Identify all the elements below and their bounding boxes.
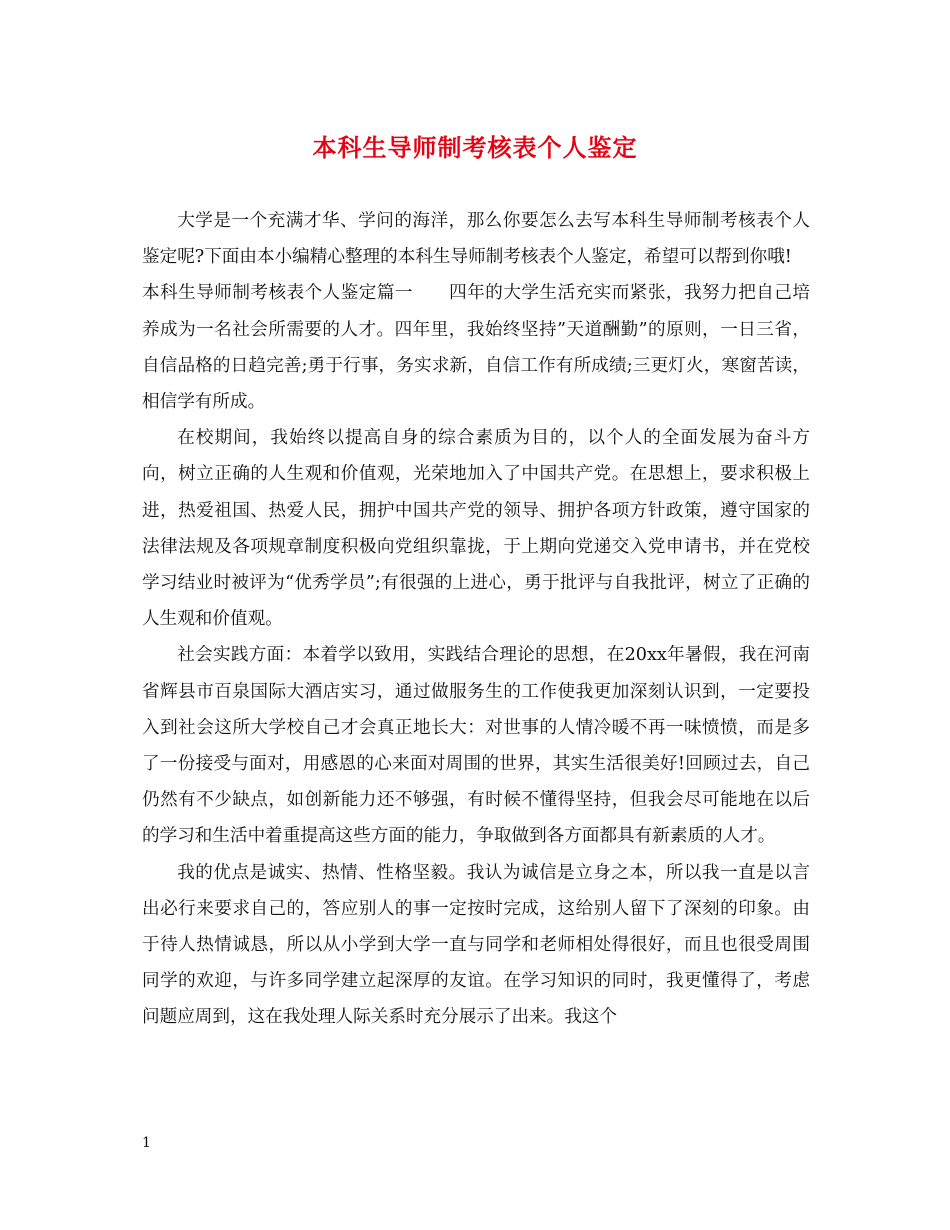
paragraph-intro: 大学是一个充满才华、学问的海洋，那么你要怎么去写本科生导师制考核表个人鉴定呢?下面由本小编精心整理的本科生导师制考核表个人鉴定，希望可以帮到你哦! [142,211,810,268]
paragraph-school-period: 在校期间，我始终以提高自身的综合素质为目的，以个人的全面发展为奋斗方向，树立正确的人生观和价值观，光荣地加入了中国共产党。在思想上，要求积极上进，热爱祖国、热爱人民，拥护中国共产党的领导、拥护各项方针政策，遵守国家的法律法规及各项规章制度积极向党组织靠拢，于上期向党递交入党申请书，并在党校学习结业时被评为“优秀学员”;有很强的上进心，勇于批评与自我批评，树立了正确的人生观和价值观。 [142,428,810,630]
page-number: 1 [142,1135,151,1151]
document-title: 本科生导师制考核表个人鉴定 [312,133,638,162]
paragraph-social-practice: 社会实践方面：本着学以致用，实践结合理论的思想，在20xx年暑假，我在河南省辉县市百泉国际大酒店实习，通过做服务生的工作使我更加深刻认识到，一定要投入到社会这所大学校自己才会真正地长大：对世事的人情冷暖不再一味愤愤，而是多了一份接受与面对，用感恩的心来面对周围的世界，其实生活很美好!回顾过去，自己仍然有不少缺点，如创新能力还不够强，有时候不懂得坚持，但我会尽可能地在以后的学习和生活中着重提高这些方面的能力，争取做到各方面都具有新素质的人才。 [142,645,810,847]
document-body [142,203,810,1036]
paragraph-strengths: 我的优点是诚实、热情、性格坚毅。我认为诚信是立身之本，所以我一直是以言出必行来要求自己的，答应别人的事一定按时完成，这给别人留下了深刻的印象。由于待人热情诚恳，所以从小学到大学一直与同学和老师相处得很好，而且也很受周围同学的欢迎，与许多同学建立起深厚的友谊。在学习知识的同时，我更懂得了，考虑问题应周到，这在我处理人际关系时充分展示了出来。我这个 [142,862,810,1028]
paragraph-section-one: 本科生导师制考核表个人鉴定篇一 四年的大学生活充实而紧张，我努力把自己培养成为一名社会所需要的人才。四年里，我始终坚持”天道酬勤”的原则，一日三省，自信品格的日趋完善;勇于行事，务实求新，自信工作有所成绩;三更灯火，寒窗苦读，相信学有所成。 [142,283,810,413]
